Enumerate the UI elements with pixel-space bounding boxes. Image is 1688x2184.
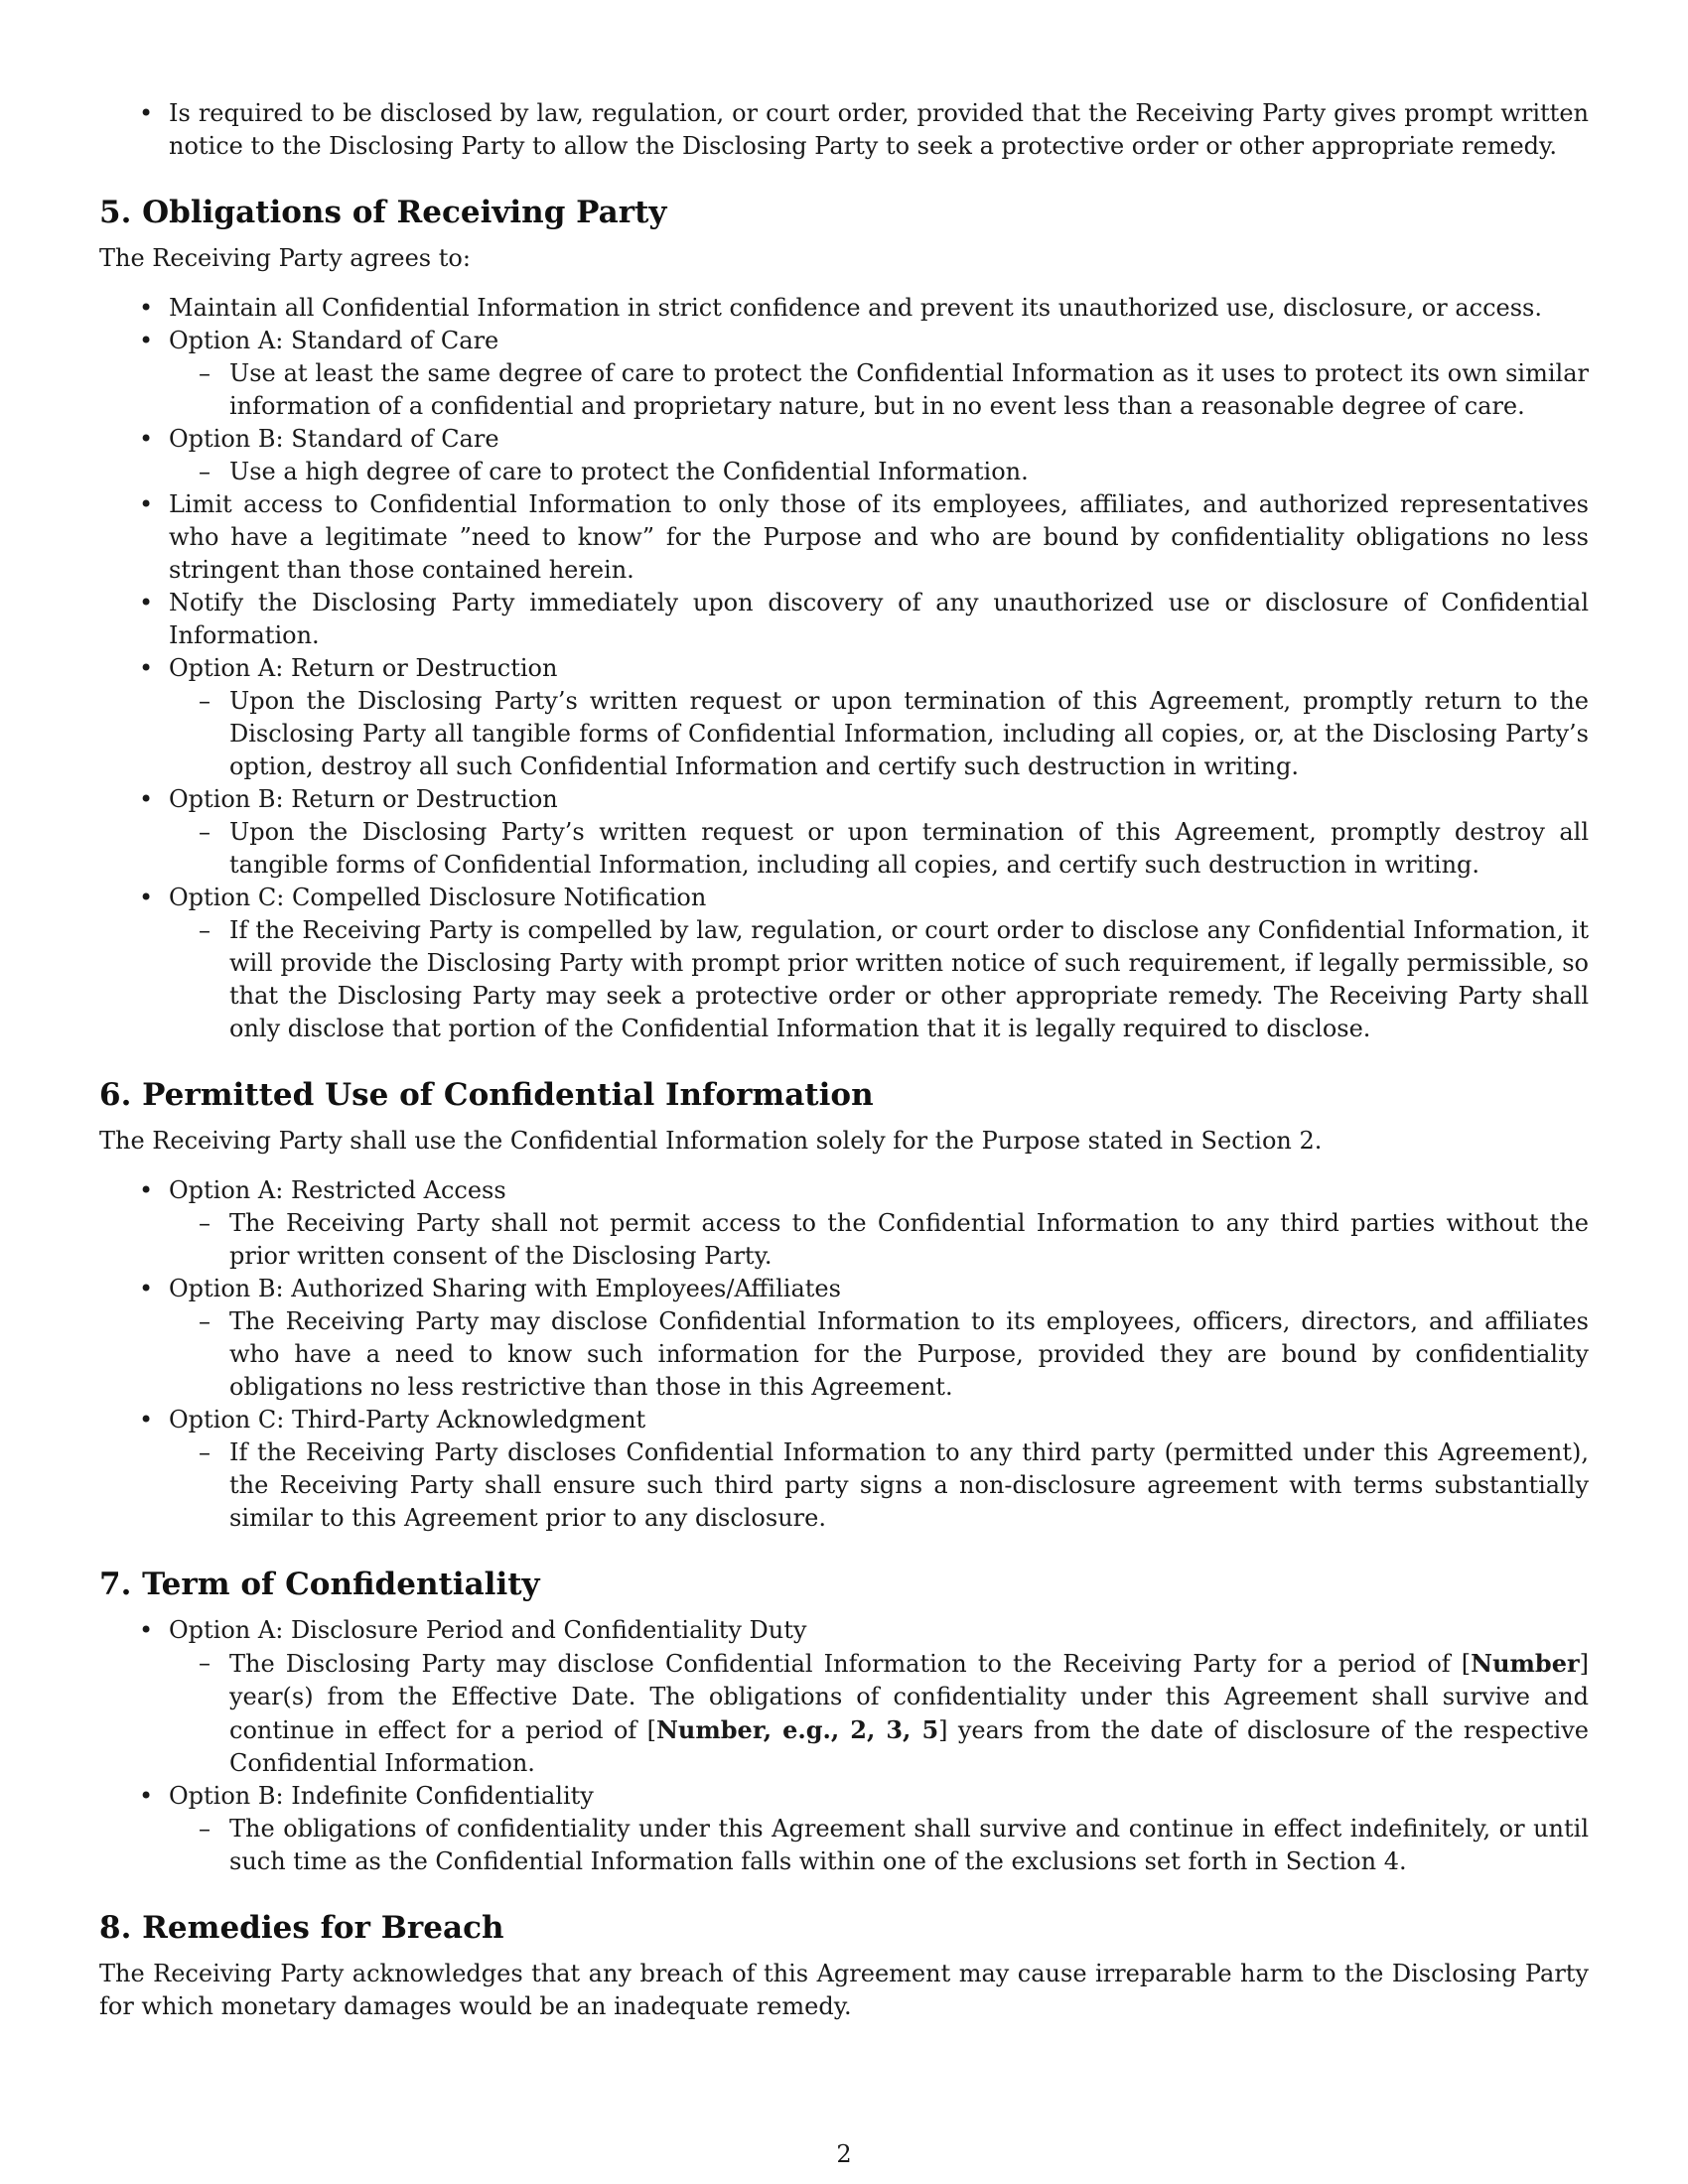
section-7-list	[99, 1614, 1589, 1878]
sub-list	[169, 1207, 1589, 1273]
sub-list	[169, 1436, 1589, 1535]
sub-list	[169, 456, 1589, 488]
list-item	[99, 882, 1589, 1045]
sub-list-item	[169, 1813, 1589, 1878]
bullet-icon: •	[139, 1782, 154, 1810]
option-text: Use at least the same degree of care to protect the Confidential Information as it uses to protect its own similar information of a confidential and proprietary nature, but in no event less than a reasonable degree of care.	[229, 359, 1589, 420]
section-7-heading: 7. Term of Confidentiality	[99, 1567, 540, 1602]
list-item	[99, 587, 1589, 652]
list-item	[99, 1273, 1589, 1404]
section-8-text: The Receiving Party acknowledges that any breach of this Agreement may cause irreparable harm to the Disclosing Party for which monetary damages would be an inadequate remedy.	[99, 1960, 1589, 2020]
sub-list	[169, 1813, 1589, 1878]
sub-list	[169, 914, 1589, 1045]
sub-list	[169, 816, 1589, 882]
option-text-part: The Disclosing Party may disclose Confidential Information to the Receiving Party for a period of [	[229, 1650, 1472, 1678]
dash-icon: –	[199, 687, 211, 715]
bullet-icon: •	[139, 1275, 154, 1302]
bullet-icon: •	[139, 1176, 154, 1204]
sub-list-item	[169, 914, 1589, 1045]
page-number: 2	[836, 2140, 852, 2168]
dash-icon: –	[199, 359, 211, 387]
list-item	[99, 652, 1589, 783]
sub-list-item	[169, 816, 1589, 882]
list-item	[99, 783, 1589, 882]
dash-icon: –	[199, 1209, 211, 1237]
option-text: Use a high degree of care to protect the Confidential Information.	[229, 458, 1029, 485]
dash-icon: –	[199, 1438, 211, 1466]
option-label: Option A: Return or Destruction	[169, 654, 558, 682]
list-item	[99, 1174, 1589, 1273]
bullet-icon: •	[139, 884, 154, 911]
option-text: The Receiving Party shall not permit access to the Confidential Information to any third parties without the prior written consent of the Disclosing Party.	[229, 1209, 1589, 1270]
sub-list	[169, 357, 1589, 423]
sub-list	[169, 1647, 1589, 1780]
sub-list-item	[169, 1436, 1589, 1535]
section-5-intro: The Receiving Party agrees to:	[99, 244, 471, 272]
option-label: Option C: Third-Party Acknowledgment	[169, 1406, 646, 1433]
section-6-list	[99, 1174, 1589, 1535]
list-item	[99, 1780, 1589, 1878]
document-page	[99, 97, 1589, 2023]
dash-icon: –	[199, 1649, 211, 1677]
list-item	[99, 292, 1589, 325]
option-label: Option B: Return or Destruction	[169, 785, 558, 813]
option-label: Option B: Authorized Sharing with Employees/Affiliates	[169, 1275, 841, 1302]
option-text: Upon the Disclosing Party’s written request or upon termination of this Agreement, promptly destroy all tangible forms of Confidential Information, including all copies, and certify such destruction in writing.	[229, 818, 1589, 879]
sub-list	[169, 1305, 1589, 1404]
option-text: If the Receiving Party discloses Confidential Information to any third party (permitted under this Agreement), the Receiving Party shall ensure such third party signs a non-disclosure agreement with terms substantially similar to this Agreement prior to any disclosure.	[229, 1438, 1589, 1532]
option-text-part: ] year(s) from the Effective Date. The obligations of confidentiality under this Agreement shall survive and continue in effect for a period of [	[229, 1650, 1589, 1744]
bullet-icon: •	[139, 425, 154, 453]
section-8-heading: 8. Remedies for Breach	[99, 1910, 504, 1946]
list-item-text: Maintain all Confidential Information in strict confidence and prevent its unauthorized use, disclosure, or access.	[169, 294, 1542, 322]
exclusions-list	[99, 97, 1589, 163]
sub-list	[169, 685, 1589, 783]
bullet-icon: •	[139, 490, 154, 518]
sub-list-item	[169, 357, 1589, 423]
option-label: Option B: Standard of Care	[169, 425, 499, 453]
bullet-icon: •	[139, 294, 154, 322]
option-label: Option A: Standard of Care	[169, 327, 499, 354]
bullet-icon: •	[139, 1406, 154, 1433]
list-item	[99, 325, 1589, 423]
list-item-text: Notify the Disclosing Party immediately upon discovery of any unauthorized use or disclosure of Confidential Information.	[169, 589, 1589, 649]
list-item-text: Is required to be disclosed by law, regulation, or court order, provided that the Receiving Party gives prompt written notice to the Disclosing Party to allow the Disclosing Party to seek a protective order or other appropriate remedy.	[169, 99, 1589, 160]
dash-icon: –	[199, 1815, 211, 1843]
option-text: The obligations of confidentiality under this Agreement shall survive and continue in effect indefinitely, or until such time as the Confidential Information falls within one of the exclusions set forth in Section 4.	[229, 1815, 1589, 1875]
option-text: The Receiving Party may disclose Confidential Information to its employees, officers, directors, and affiliates who have a need to know such information for the Purpose, provided they are bound by confidentiality obligations no less restrictive than those in this Agreement.	[229, 1307, 1589, 1401]
sub-list-item	[169, 1207, 1589, 1273]
bullet-icon: •	[139, 99, 154, 127]
sub-list-item	[169, 1647, 1589, 1780]
bullet-icon: •	[139, 589, 154, 616]
option-label: Option A: Restricted Access	[169, 1176, 506, 1204]
list-item	[99, 1404, 1589, 1535]
section-6-heading: 6. Permitted Use of Confidential Information	[99, 1077, 874, 1113]
dash-icon: –	[199, 458, 211, 485]
section-6-intro: The Receiving Party shall use the Confidential Information solely for the Purpose stated in Section 2.	[99, 1127, 1323, 1155]
option-text: If the Receiving Party is compelled by law, regulation, or court order to disclose any Confidential Information, it will provide the Disclosing Party with prompt prior written notice of such requirement, if legally permissible, so that the Disclosing Party may seek a protective order or other appropriate remedy. The Receiving Party shall only disclose that portion of the Confidential Information that it is legally required to disclose.	[229, 916, 1589, 1042]
option-text-part: ] years from the date of disclosure of the respective Confidential Information.	[229, 1716, 1589, 1777]
placeholder-number-examples: Number, e.g., 2, 3, 5	[655, 1715, 939, 1744]
option-text: Upon the Disclosing Party’s written request or upon termination of this Agreement, promptly return to the Disclosing Party all tangible forms of Confidential Information, including all copies, or, at the Disclosing Party’s option, destroy all such Confidential Information and certify such destruction in writing.	[229, 687, 1589, 780]
dash-icon: –	[199, 916, 211, 944]
dash-icon: –	[199, 1307, 211, 1335]
bullet-icon: •	[139, 327, 154, 354]
option-label: Option B: Indefinite Confidentiality	[169, 1782, 594, 1810]
placeholder-number: Number	[1471, 1649, 1580, 1678]
sub-list-item	[169, 456, 1589, 488]
section-5-list	[99, 292, 1589, 1045]
bullet-icon: •	[139, 654, 154, 682]
list-item-text: Limit access to Confidential Information to only those of its employees, affiliates, and authorized representatives who have a legitimate ”need to know” for the Purpose and who are bound by confidentiality obligations no less stringent than those contained herein.	[169, 490, 1589, 584]
section-5-heading: 5. Obligations of Receiving Party	[99, 195, 667, 230]
sub-list-item	[169, 1305, 1589, 1404]
list-item	[99, 423, 1589, 488]
bullet-icon: •	[139, 1616, 154, 1644]
sub-list-item	[169, 685, 1589, 783]
list-item	[99, 97, 1589, 163]
option-label: Option A: Disclosure Period and Confidentiality Duty	[169, 1616, 807, 1644]
list-item	[99, 1614, 1589, 1780]
option-label: Option C: Compelled Disclosure Notification	[169, 884, 707, 911]
list-item	[99, 488, 1589, 587]
bullet-icon: •	[139, 785, 154, 813]
dash-icon: –	[199, 818, 211, 846]
